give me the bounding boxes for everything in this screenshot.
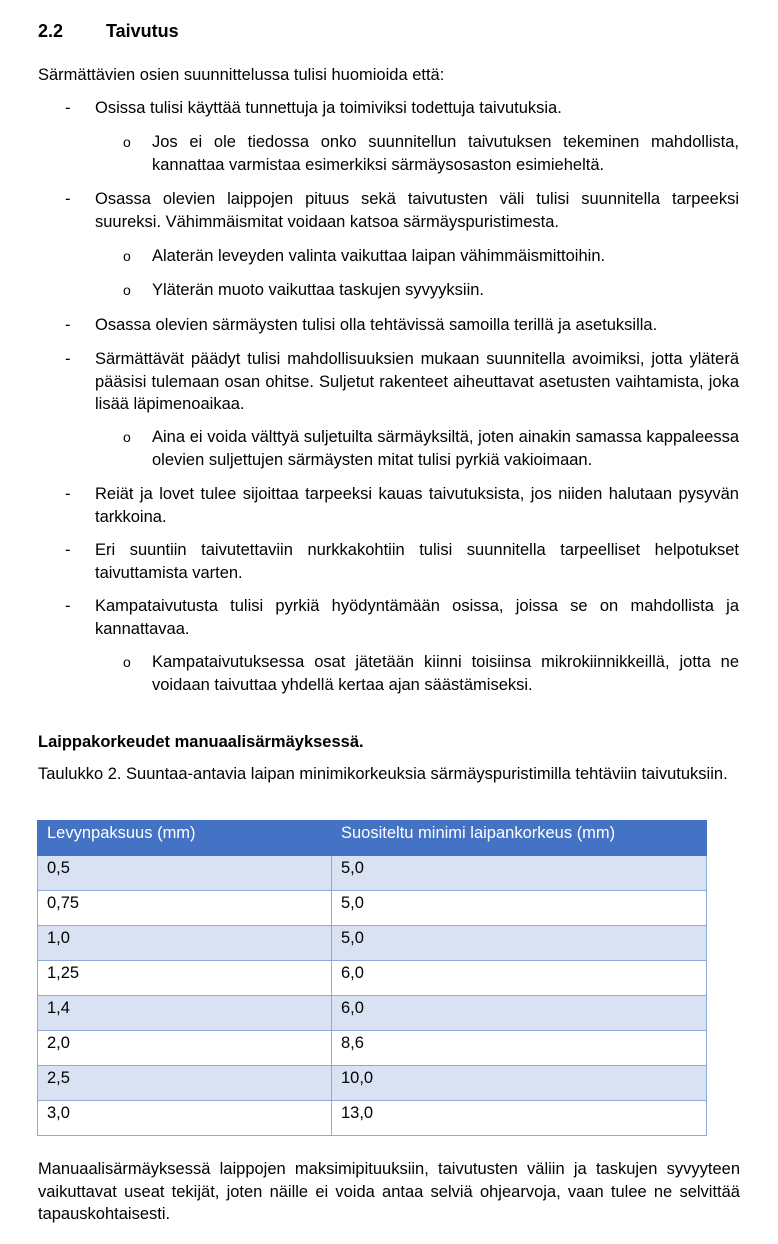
cell-thickness: 1,25 — [38, 961, 332, 996]
table-row — [38, 891, 707, 926]
list-item — [65, 348, 739, 416]
table-row — [38, 1101, 707, 1136]
circle-marker: o — [123, 134, 131, 150]
dash-marker: - — [65, 99, 71, 117]
cell-min-flange-height: 6,0 — [332, 996, 707, 1031]
section-title: Taivutus — [106, 21, 179, 41]
cell-thickness: 1,0 — [38, 926, 332, 961]
list-item-text: Osissa tulisi käyttää tunnettuja ja toimiviksi todettuja taivutuksia. — [95, 99, 562, 117]
list-item — [65, 97, 739, 120]
sub-list-item — [123, 279, 739, 302]
list-item — [65, 314, 739, 337]
table-row — [38, 961, 707, 996]
table-row — [38, 1031, 707, 1066]
cell-thickness: 3,0 — [38, 1101, 332, 1136]
dash-marker: - — [65, 485, 71, 503]
list-item-text: Eri suuntiin taivutettaviin nurkkakohtiin tulisi suunnitella tarpeelliset helpotukset taivuttamista varten. — [95, 541, 739, 582]
circle-marker: o — [123, 654, 131, 670]
cell-thickness: 0,75 — [38, 891, 332, 926]
list-item-text: Osassa olevien laippojen pituus sekä taivutusten väli tulisi suunnitella tarpeeksi suureksi. Vähimmäismitat voidaan katsoa särmäyspuristimesta. — [95, 190, 739, 231]
table-caption: Taulukko 2. Suuntaa-antavia laipan minimikorkeuksia särmäyspuristimilla tehtäviin taivutuksiin. — [38, 765, 728, 783]
column-header-thickness: Levynpaksuus (mm) — [38, 821, 332, 856]
cell-thickness: 0,5 — [38, 856, 332, 891]
cell-min-flange-height: 5,0 — [332, 891, 707, 926]
dash-marker: - — [65, 350, 71, 368]
table-row — [38, 996, 707, 1031]
cell-min-flange-height: 13,0 — [332, 1101, 707, 1136]
sub-list-item — [123, 245, 739, 268]
table-row — [38, 926, 707, 961]
dash-marker: - — [65, 597, 71, 615]
section-heading — [38, 19, 179, 43]
list-item — [65, 595, 739, 640]
circle-marker: o — [123, 248, 131, 264]
intro-paragraph: Särmättävien osien suunnittelussa tulisi huomioida että: — [38, 66, 445, 84]
column-header-min-flange-height: Suositeltu minimi laipankorkeus (mm) — [332, 821, 707, 856]
dash-marker: - — [65, 541, 71, 559]
sub-list-item-text: Jos ei ole tiedossa onko suunnitellun taivutuksen tekeminen mahdollista, kannattaa varmistaa esimerkiksi särmäysosaston esimieheltä. — [152, 133, 739, 174]
sub-list-item-text: Yläterän muoto vaikuttaa taskujen syvyyksiin. — [152, 281, 484, 299]
sub-list-item-text: Alaterän leveyden valinta vaikuttaa laipan vähimmäismittoihin. — [152, 247, 606, 265]
list-item — [65, 539, 739, 584]
sub-list-item-text: Aina ei voida välttyä suljetuilta särmäyksiltä, joten ainakin samassa kappaleessa olevien suljettujen särmäysten mitat tulisi pyrkiä vakioimaan. — [152, 428, 739, 469]
table-subheading: Laippakorkeudet manuaalisärmäyksessä. — [38, 733, 364, 751]
list-item — [65, 188, 739, 233]
cell-thickness: 2,5 — [38, 1066, 332, 1101]
sub-list-item — [123, 131, 739, 176]
cell-min-flange-height: 10,0 — [332, 1066, 707, 1101]
section-number: 2.2 — [38, 21, 64, 41]
dash-marker: - — [65, 190, 71, 208]
closing-paragraph: Manuaalisärmäyksessä laippojen maksimipituuksiin, taivutusten väliin ja taskujen syvyyteen vaikuttavat useat tekijät, joten näille ei voida antaa selviä ohjearvoja, vaan tulee ne selvittää tapauskohtaisesti. — [38, 1160, 740, 1223]
list-item-text: Osassa olevien särmäysten tulisi olla tehtävissä samoilla terillä ja asetuksilla. — [95, 316, 658, 334]
circle-marker: o — [123, 282, 131, 298]
cell-min-flange-height: 6,0 — [332, 961, 707, 996]
cell-min-flange-height: 8,6 — [332, 1031, 707, 1066]
list-item-text: Reiät ja lovet tulee sijoittaa tarpeeksi kauas taivutuksista, jos niiden halutaan pysyvän tarkkoina. — [95, 485, 739, 526]
table-row — [38, 856, 707, 891]
sub-list-item — [123, 426, 739, 471]
cell-thickness: 2,0 — [38, 1031, 332, 1066]
circle-marker: o — [123, 429, 131, 445]
list-item-text: Kampataivutusta tulisi pyrkiä hyödyntämään osissa, joissa se on mahdollista ja kannattavaa. — [95, 597, 739, 638]
cell-thickness: 1,4 — [38, 996, 332, 1031]
sub-list-item-text: Kampataivutuksessa osat jätetään kiinni toisiinsa mikrokiinnikkeillä, jotta ne voidaan taivuttaa yhdellä kertaa ajan säästämiseksi. — [152, 653, 739, 694]
list-item-text: Särmättävät päädyt tulisi mahdollisuuksien mukaan suunnitella avoimiksi, jotta yläterä pääsisi tulemaan osan ohitse. Suljetut rakenteet aiheuttavat asetusten vaihtamista, joka lisää läpimenoaikaa. — [95, 350, 739, 413]
table-header-row — [38, 821, 707, 856]
sub-list-item — [123, 651, 739, 696]
cell-min-flange-height: 5,0 — [332, 926, 707, 961]
list-item — [65, 483, 739, 528]
table-row — [38, 1066, 707, 1101]
flange-height-table — [37, 820, 707, 1136]
dash-marker: - — [65, 316, 71, 334]
cell-min-flange-height: 5,0 — [332, 856, 707, 891]
